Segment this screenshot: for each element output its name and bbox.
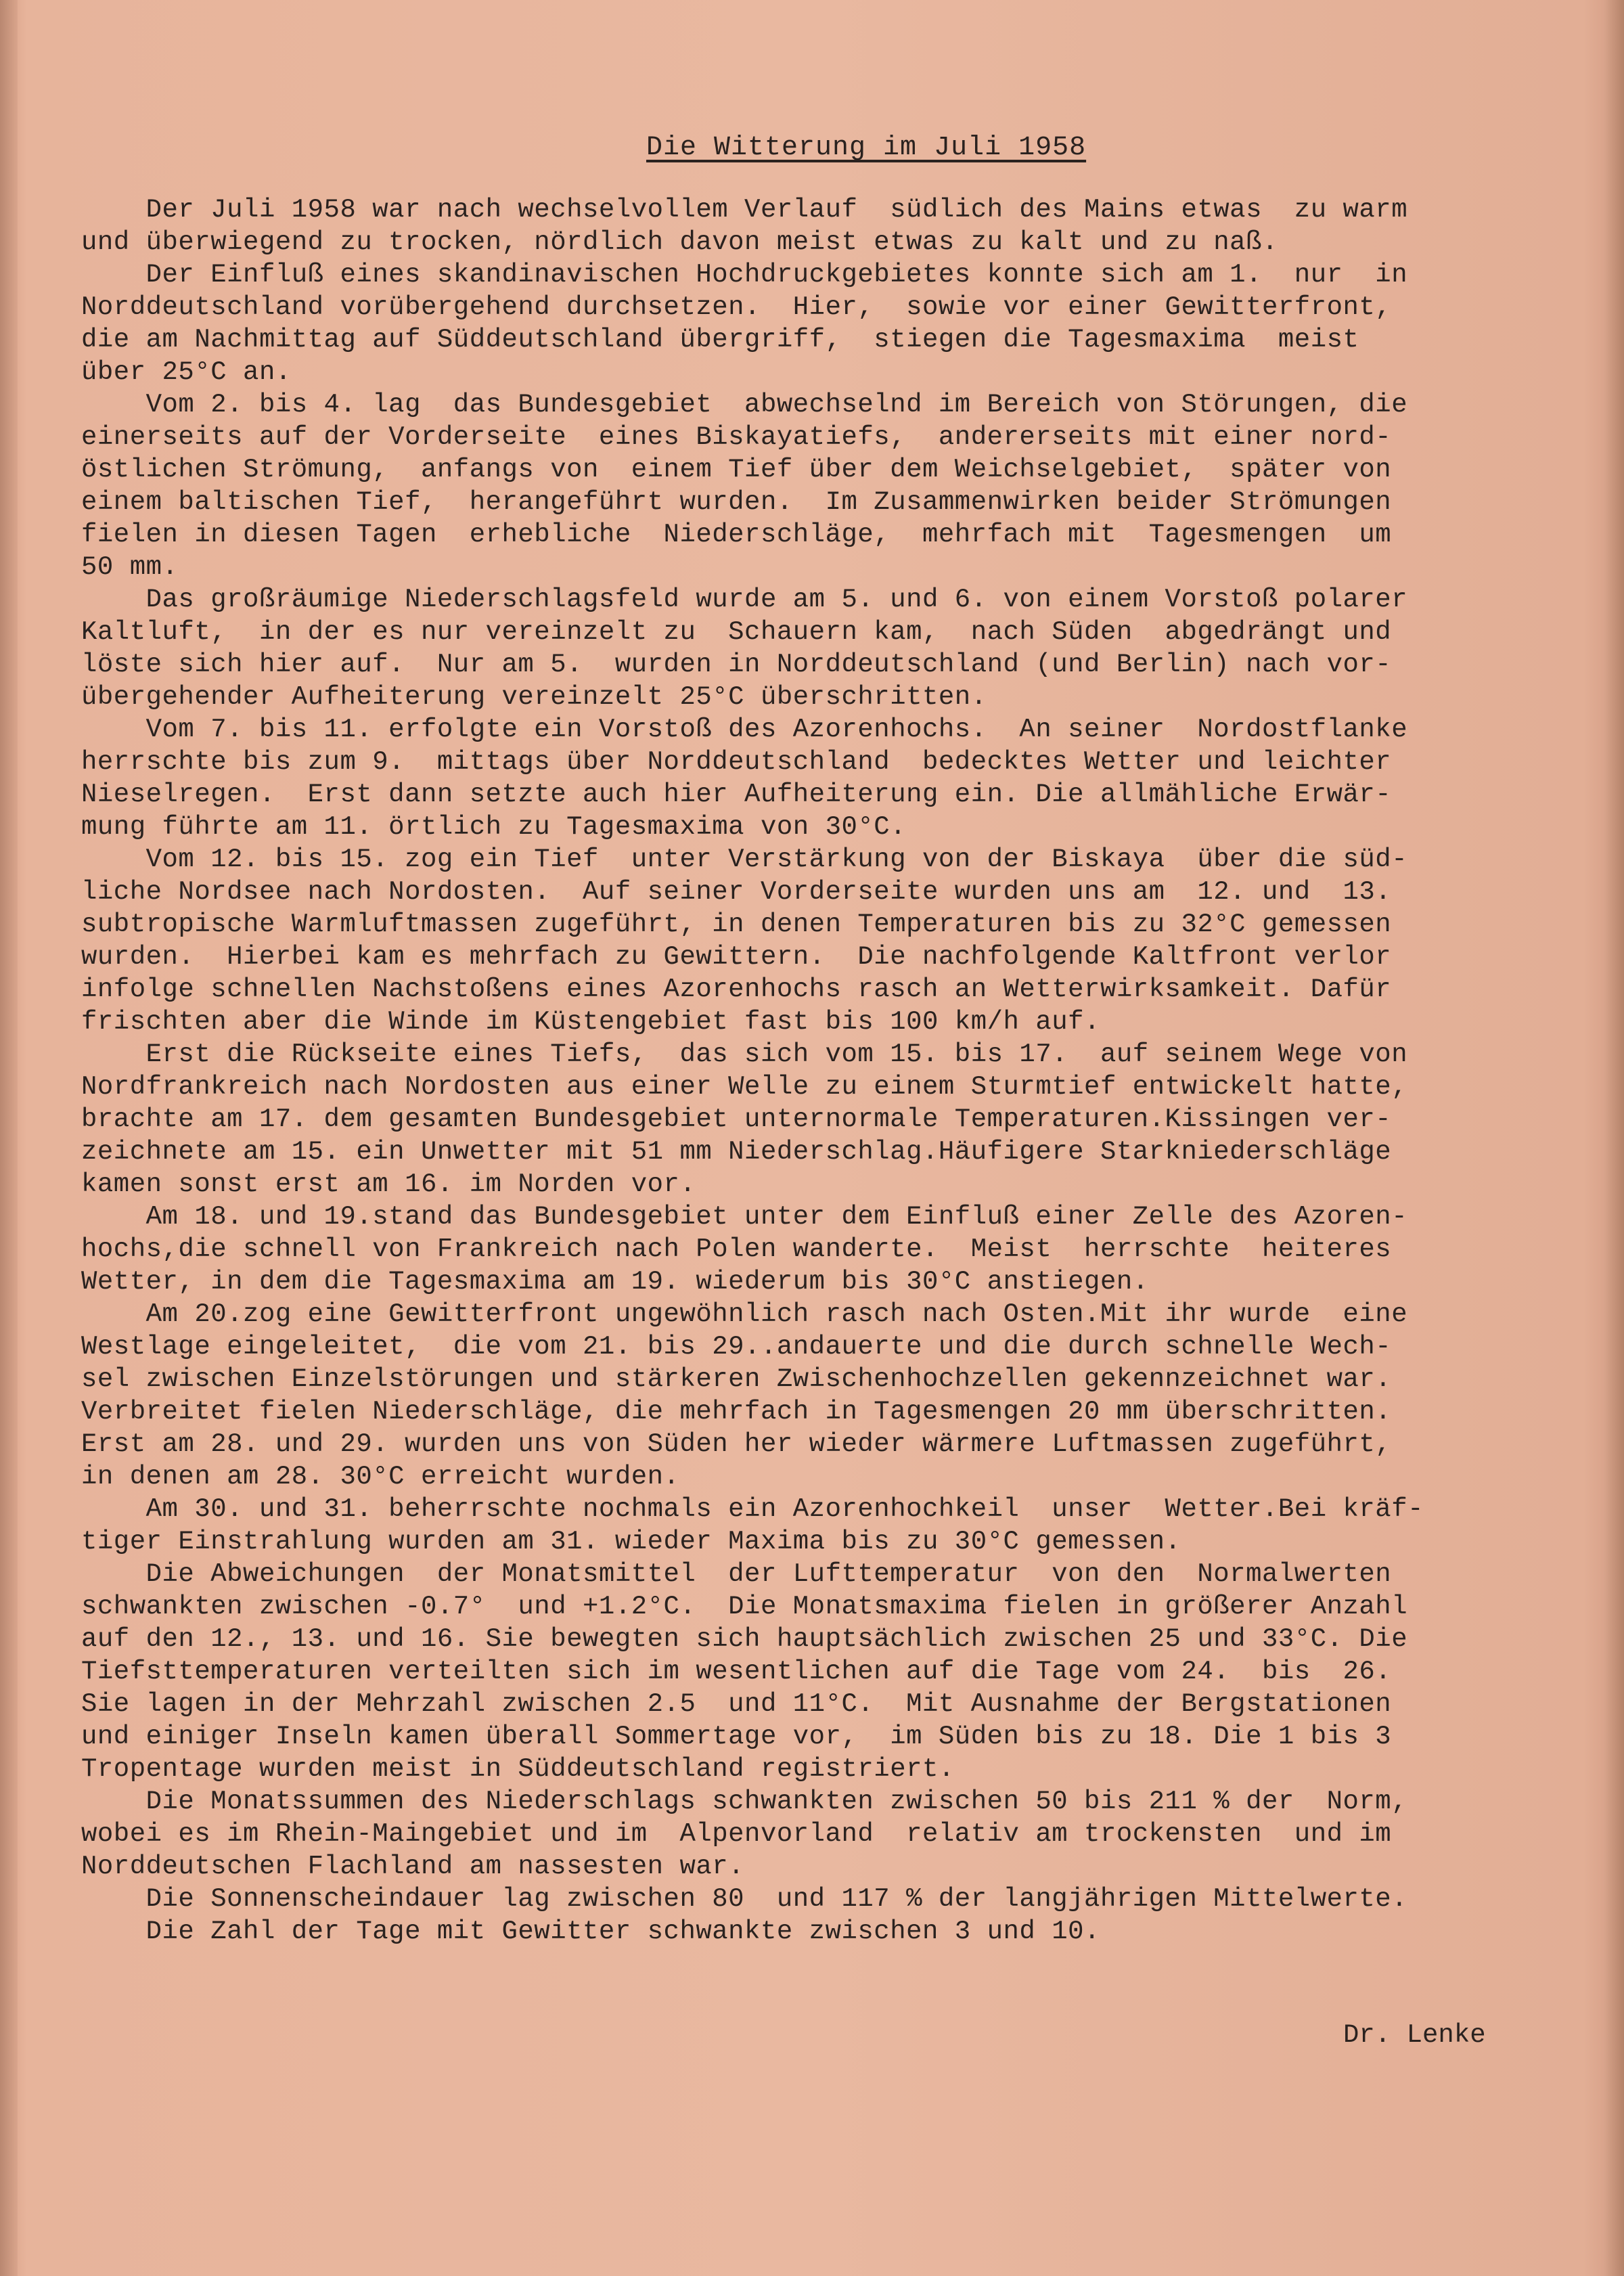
text-line: herrschte bis zum 9. mittags über Norddeutschland bedecktes Wetter und leichter [81,747,1392,777]
text-line: wobei es im Rhein-Maingebiet und im Alpenvorland relativ am trockensten und im [81,1819,1392,1849]
text-line: einem baltischen Tief, herangeführt wurden. Im Zusammenwirken beider Strömungen [81,487,1392,517]
document-body [81,194,1597,1948]
page-left-edge [0,0,18,2276]
text-line: Kaltluft, in der es nur vereinzelt zu Schauern kam, nach Süden abgedrängt und [81,617,1392,647]
text-line: Am 18. und 19.stand das Bundesgebiet unter dem Einfluß einer Zelle des Azoren- [81,1202,1408,1232]
text-line: Das großräumige Niederschlagsfeld wurde am 5. und 6. von einem Vorstoß polarer [81,585,1408,615]
text-line: Vom 2. bis 4. lag das Bundesgebiet abwechselnd im Bereich von Störungen, die [81,390,1408,420]
text-line: mung führte am 11. örtlich zu Tagesmaxima von 30°C. [81,812,907,842]
text-line: löste sich hier auf. Nur am 5. wurden in Norddeutschland (und Berlin) nach vor- [81,650,1392,679]
text-line: Nordfrankreich nach Nordosten aus einer Welle zu einem Sturmtief entwickelt hatte, [81,1072,1408,1102]
author-signature: Dr. Lenke [1343,2020,1486,2050]
text-line: Am 30. und 31. beherrschte nochmals ein Azorenhochkeil unser Wetter.Bei kräf- [81,1494,1424,1524]
text-line: in denen am 28. 30°C erreicht wurden. [81,1462,680,1492]
text-line: auf den 12., 13. und 16. Sie bewegten sich hauptsächlich zwischen 25 und 33°C. Die [81,1624,1408,1654]
text-line: Die Monatssummen des Niederschlags schwankten zwischen 50 bis 211 % der Norm, [81,1787,1408,1816]
text-line: tiger Einstrahlung wurden am 31. wieder Maxima bis zu 30°C gemessen. [81,1527,1181,1557]
document-title: Die Witterung im Juli 1958 [646,133,1087,163]
text-line: fielen in diesen Tagen erhebliche Niederschläge, mehrfach mit Tagesmengen um [81,520,1392,550]
text-line: übergehender Aufheiterung vereinzelt 25°C überschritten. [81,682,987,712]
page-right-edge [1604,0,1624,2276]
text-line: brachte am 17. dem gesamten Bundesgebiet unternormale Temperaturen.Kissingen ver- [81,1104,1392,1134]
text-line: liche Nordsee nach Nordosten. Auf seiner Vorderseite wurden uns am 12. und 13. [81,877,1392,907]
text-line: Norddeutschen Flachland am nassesten war. [81,1852,745,1881]
text-line: Sie lagen in der Mehrzahl zwischen 2.5 und 11°C. Mit Ausnahme der Bergstationen [81,1689,1392,1719]
text-line: Der Einfluß eines skandinavischen Hochdruckgebietes konnte sich am 1. nur in [81,260,1408,290]
text-line: und einiger Inseln kamen überall Sommertage vor, im Süden bis zu 18. Die 1 bis 3 [81,1722,1392,1751]
text-line: hochs,die schnell von Frankreich nach Polen wanderte. Meist herrschte heiteres [81,1234,1392,1264]
text-line: Tiefsttemperaturen verteilten sich im wesentlichen auf die Tage vom 24. bis 26. [81,1657,1392,1687]
text-line: die am Nachmittag auf Süddeutschland übergriff, stiegen die Tagesmaxima meist [81,325,1359,355]
text-line: Westlage eingeleitet, die vom 21. bis 29..andauerte und die durch schnelle Wech- [81,1332,1392,1362]
text-line: Wetter, in dem die Tagesmaxima am 19. wiederum bis 30°C anstiegen. [81,1267,1149,1297]
text-line: wurden. Hierbei kam es mehrfach zu Gewittern. Die nachfolgende Kaltfront verlor [81,942,1392,972]
text-line: sel zwischen Einzelstörungen und stärkeren Zwischenhochzellen gekennzeichnet war. [81,1364,1392,1394]
text-line: östlichen Strömung, anfangs von einem Tief über dem Weichselgebiet, später von [81,455,1392,485]
text-line: Vom 12. bis 15. zog ein Tief unter Verstärkung von der Biskaya über die süd- [81,845,1408,874]
text-line: infolge schnellen Nachstoßens eines Azorenhochs rasch an Wetterwirksamkeit. Dafür [81,975,1392,1004]
text-line: Die Zahl der Tage mit Gewitter schwankte zwischen 3 und 10. [81,1917,1100,1946]
text-line: Am 20.zog eine Gewitterfront ungewöhnlich rasch nach Osten.Mit ihr wurde eine [81,1299,1408,1329]
text-line: Nieselregen. Erst dann setzte auch hier Aufheiterung ein. Die allmähliche Erwär- [81,780,1392,809]
text-line: subtropische Warmluftmassen zugeführt, in denen Temperaturen bis zu 32°C gemessen [81,910,1392,939]
text-line: Erst die Rückseite eines Tiefs, das sich vom 15. bis 17. auf seinem Wege von [81,1040,1408,1069]
text-line: Norddeutschland vorübergehend durchsetzen. Hier, sowie vor einer Gewitterfront, [81,292,1392,322]
text-line: Erst am 28. und 29. wurden uns von Süden her wieder wärmere Luftmassen zugeführt, [81,1429,1392,1459]
text-line: zeichnete am 15. ein Unwetter mit 51 mm Niederschlag.Häufigere Starkniederschläge [81,1137,1392,1167]
text-line: Die Sonnenscheindauer lag zwischen 80 und 117 % der langjährigen Mittelwerte. [81,1884,1408,1914]
text-line: Verbreitet fielen Niederschläge, die mehrfach in Tagesmengen 20 mm überschritten. [81,1397,1392,1427]
text-line: über 25°C an. [81,357,292,387]
text-line: und überwiegend zu trocken, nördlich davon meist etwas zu kalt und zu naß. [81,227,1278,257]
text-line: schwankten zwischen -0.7° und +1.2°C. Die Monatsmaxima fielen in größerer Anzahl [81,1592,1408,1622]
text-line: kamen sonst erst am 16. im Norden vor. [81,1169,696,1199]
text-line: Der Juli 1958 war nach wechselvollem Verlauf südlich des Mains etwas zu warm [81,195,1408,225]
text-line: Tropentage wurden meist in Süddeutschland registriert. [81,1754,955,1784]
text-line: Die Abweichungen der Monatsmittel der Lufttemperatur von den Normalwerten [81,1559,1392,1589]
text-line: Vom 7. bis 11. erfolgte ein Vorstoß des Azorenhochs. An seiner Nordostflanke [81,715,1408,744]
text-line: frischten aber die Winde im Küstengebiet fast bis 100 km/h auf. [81,1007,1100,1037]
text-line: 50 mm. [81,552,179,582]
text-line: einerseits auf der Vorderseite eines Biskayatiefs, andererseits mit einer nord- [81,422,1392,452]
